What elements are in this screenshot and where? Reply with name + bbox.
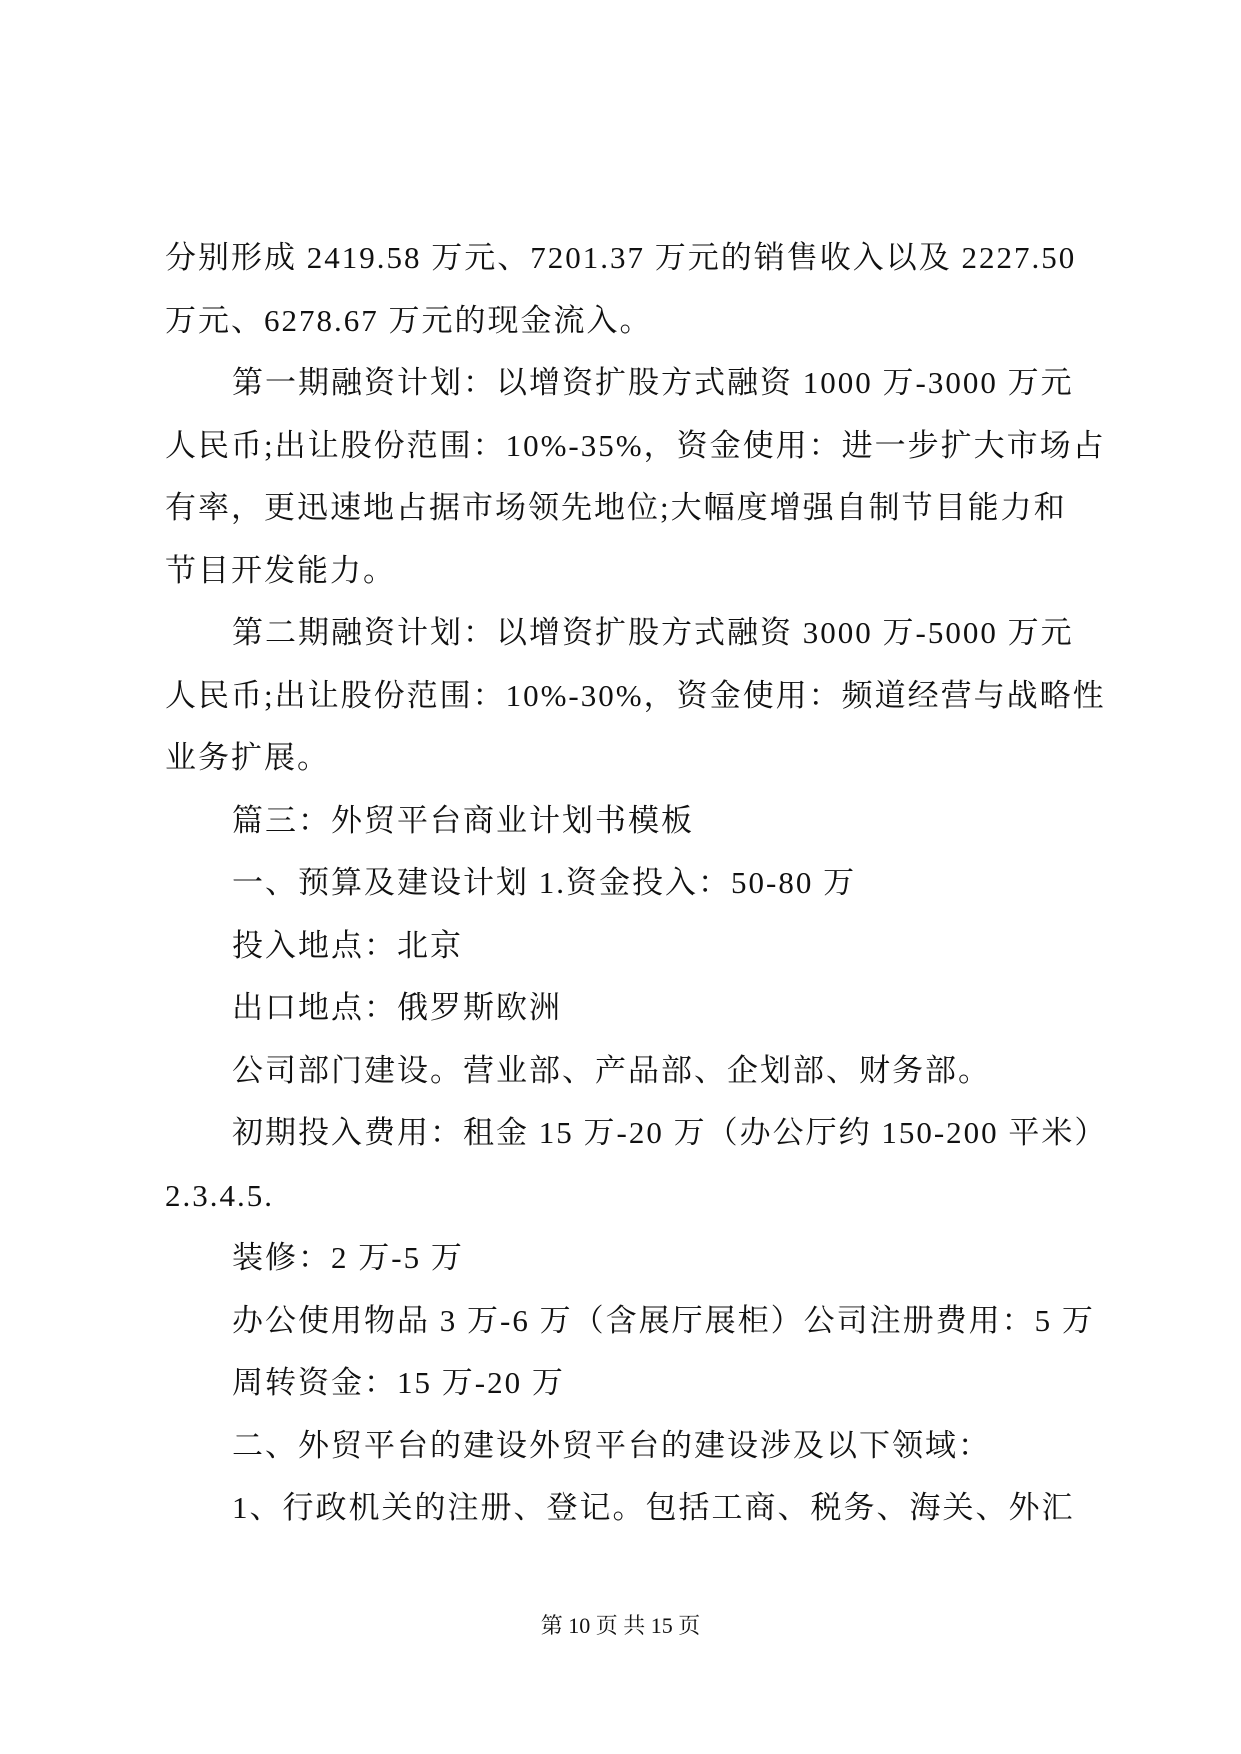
- text-line: 初期投入费用：租金 15 万-20 万（办公厅约 150-200 平米）: [232, 1115, 1108, 1150]
- section-heading: 篇三：外贸平台商业计划书模板: [232, 802, 694, 838]
- text-line: 办公使用物品 3 万-6 万（含展厅展柜）公司注册费用：5 万: [232, 1302, 1095, 1338]
- text-line: 1、行政机关的注册、登记。包括工商、税务、海关、外汇: [232, 1490, 1075, 1525]
- text-line: 二、外贸平台的建设外贸平台的建设涉及以下领域：: [232, 1427, 991, 1463]
- text-line: 分别形成 2419.58 万元、7201.37 万元的销售收入以及 2227.50: [165, 240, 1077, 275]
- text-line: 第二期融资计划：以增资扩股方式融资 3000 万-5000 万元: [232, 615, 1074, 650]
- text-line: 人民币;出让股份范围：10%-35%，资金使用：进一步扩大市场占: [165, 427, 1106, 463]
- text-line: 有率，更迅速地占据市场领先地位;大幅度增强自制节目能力和: [165, 490, 1067, 525]
- text-line: 周转资金：15 万-20 万: [232, 1365, 565, 1400]
- text-line: 第一期融资计划：以增资扩股方式融资 1000 万-3000 万元: [232, 365, 1074, 400]
- text-line: 出口地点：俄罗斯欧洲: [232, 990, 562, 1025]
- text-line: 人民币;出让股份范围：10%-30%，资金使用：频道经营与战略性: [165, 677, 1106, 713]
- text-line: 节目开发能力。: [165, 552, 396, 588]
- text-line: 装修：2 万-5 万: [232, 1240, 464, 1275]
- page-number-footer: 第 10 页 共 15 页: [540, 1613, 701, 1638]
- text-line: 业务扩展。: [165, 740, 330, 775]
- text-line: 投入地点：北京: [232, 927, 463, 963]
- text-line: 公司部门建设。营业部、产品部、企划部、财务部。: [232, 1052, 991, 1088]
- text-line: 一、预算及建设计划 1.资金投入：50-80 万: [232, 865, 857, 900]
- text-line: 万元、6278.67 万元的现金流入。: [165, 302, 653, 338]
- document-body: [165, 227, 1165, 1540]
- text-line: 2.3.4.5.: [165, 1177, 274, 1213]
